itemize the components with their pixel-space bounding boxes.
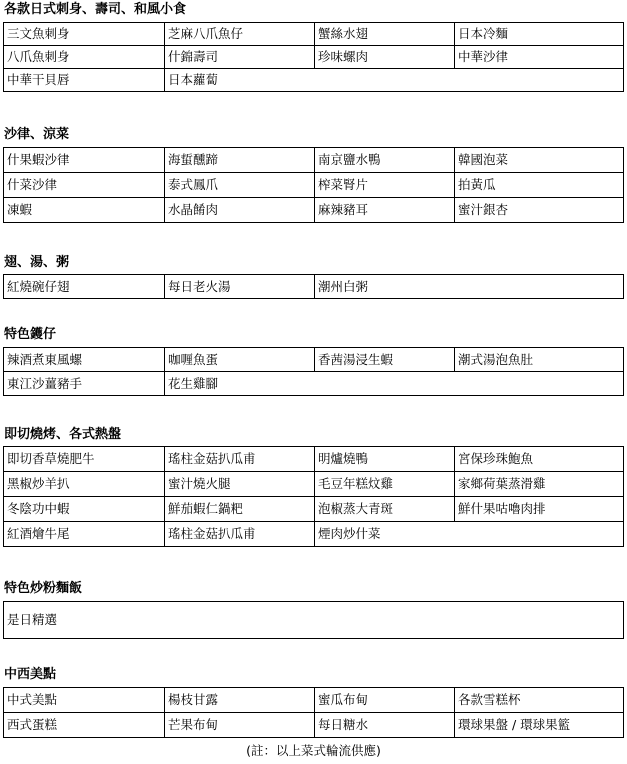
table-row (4, 447, 624, 472)
menu-item: 花生雞腳 (165, 372, 624, 396)
section-title-wok-specials: 特色鑊仔 (4, 327, 57, 342)
menu-item: 冬陰功中蝦 (4, 497, 165, 522)
menu-item: 宮保珍珠鮑魚 (455, 447, 624, 472)
menu-item: 西式蛋糕 (4, 713, 165, 738)
section-title-roast-hot-dishes: 即切燒烤、各式熱盤 (4, 427, 122, 442)
menu-item: 東江沙薑豬手 (4, 372, 165, 396)
menu-item: 潮式湯泡魚肚 (455, 348, 624, 372)
table-row (4, 148, 624, 173)
menu-item: 香茜湯浸生蝦 (315, 348, 455, 372)
menu-table-sashimi-sushi (3, 22, 624, 92)
table-row (4, 472, 624, 497)
menu-item: 明爐燒鴨 (315, 447, 455, 472)
menu-item: 瑤柱金菇扒瓜甫 (165, 447, 315, 472)
menu-item: 鮮什果咕嚕肉排 (455, 497, 624, 522)
menu-item: 咖喱魚蛋 (165, 348, 315, 372)
table-row (4, 522, 624, 547)
menu-item: 南京鹽水鴨 (315, 148, 455, 173)
menu-item: 毛豆年糕炆雞 (315, 472, 455, 497)
menu-table-noodles-rice (3, 601, 624, 639)
menu-item: 黑椒炒羊扒 (4, 472, 165, 497)
menu-item: 即切香草燒肥牛 (4, 447, 165, 472)
menu-item: 凍蝦 (4, 198, 165, 223)
menu-item: 八爪魚刺身 (4, 46, 165, 69)
menu-item: 芒果布甸 (165, 713, 315, 738)
menu-item: 韓國泡菜 (455, 148, 624, 173)
table-row (4, 602, 624, 639)
menu-item: 麻辣豬耳 (315, 198, 455, 223)
menu-table-salad-cold-dishes (3, 147, 624, 223)
section-title-noodles-rice: 特色炒粉麵飯 (4, 581, 83, 596)
menu-item: 中華干貝唇 (4, 69, 165, 92)
menu-item: 海蜇醺蹄 (165, 148, 315, 173)
menu-item: 泰式鳳爪 (165, 173, 315, 198)
menu-item: 榨菜腎片 (315, 173, 455, 198)
table-row (4, 46, 624, 69)
menu-item: 中式美點 (4, 688, 165, 713)
menu-item: 每日糖水 (315, 713, 455, 738)
menu-item: 蜜瓜布甸 (315, 688, 455, 713)
menu-item: 珍味螺肉 (315, 46, 455, 69)
menu-item: 什錦壽司 (165, 46, 315, 69)
section-title-sashimi-sushi: 各款日式刺身、壽司、和風小食 (4, 2, 187, 17)
menu-item: 蟹絲水翅 (315, 23, 455, 46)
menu-item: 三文魚刺身 (4, 23, 165, 46)
table-row (4, 348, 624, 372)
menu-table-roast-hot-dishes (3, 446, 624, 547)
menu-item: 每日老火湯 (165, 275, 315, 299)
menu-item: 什果蝦沙律 (4, 148, 165, 173)
table-row (4, 23, 624, 46)
menu-item: 日本蘿蔔 (165, 69, 624, 92)
menu-item: 是日精選 (4, 602, 624, 639)
menu-item: 日本冷麵 (455, 23, 624, 46)
section-title-fin-soup-congee: 翅、湯、粥 (4, 255, 70, 270)
menu-table-fin-soup-congee (3, 274, 624, 299)
menu-item: 各款雪糕杯 (455, 688, 624, 713)
menu-table-wok-specials (3, 347, 624, 396)
footnote: (註：以上菜式輪流供應) (246, 743, 381, 758)
table-row (4, 69, 624, 92)
menu-item: 家鄉荷葉蒸滑雞 (455, 472, 624, 497)
table-row (4, 275, 624, 299)
table-row (4, 198, 624, 223)
menu-item: 辣酒煮東風螺 (4, 348, 165, 372)
table-row (4, 688, 624, 713)
menu-item: 泡椒蒸大青斑 (315, 497, 455, 522)
menu-item: 瑤柱金菇扒瓜甫 (165, 522, 315, 547)
menu-item: 紅燒碗仔翅 (4, 275, 165, 299)
menu-item: 潮州白粥 (315, 275, 624, 299)
menu-item: 紅酒燴牛尾 (4, 522, 165, 547)
menu-table-desserts (3, 687, 624, 738)
menu-item: 蜜汁銀杏 (455, 198, 624, 223)
menu-item: 芝麻八爪魚仔 (165, 23, 315, 46)
menu-item: 拍黃瓜 (455, 173, 624, 198)
menu-item: 什菜沙律 (4, 173, 165, 198)
table-row (4, 173, 624, 198)
menu-item: 水晶餚肉 (165, 198, 315, 223)
menu-item: 楊枝甘露 (165, 688, 315, 713)
menu-item: 鮮茄蝦仁鍋粑 (165, 497, 315, 522)
menu-item: 環球果盤 / 環球果籃 (455, 713, 624, 738)
menu-item: 中華沙律 (455, 46, 624, 69)
table-row (4, 713, 624, 738)
section-title-desserts: 中西美點 (4, 667, 57, 682)
table-row (4, 372, 624, 396)
table-row (4, 497, 624, 522)
menu-item: 蜜汁燒火腿 (165, 472, 315, 497)
menu-item: 煙肉炒什菜 (315, 522, 624, 547)
section-title-salad-cold-dishes: 沙律、涼菜 (4, 127, 70, 142)
